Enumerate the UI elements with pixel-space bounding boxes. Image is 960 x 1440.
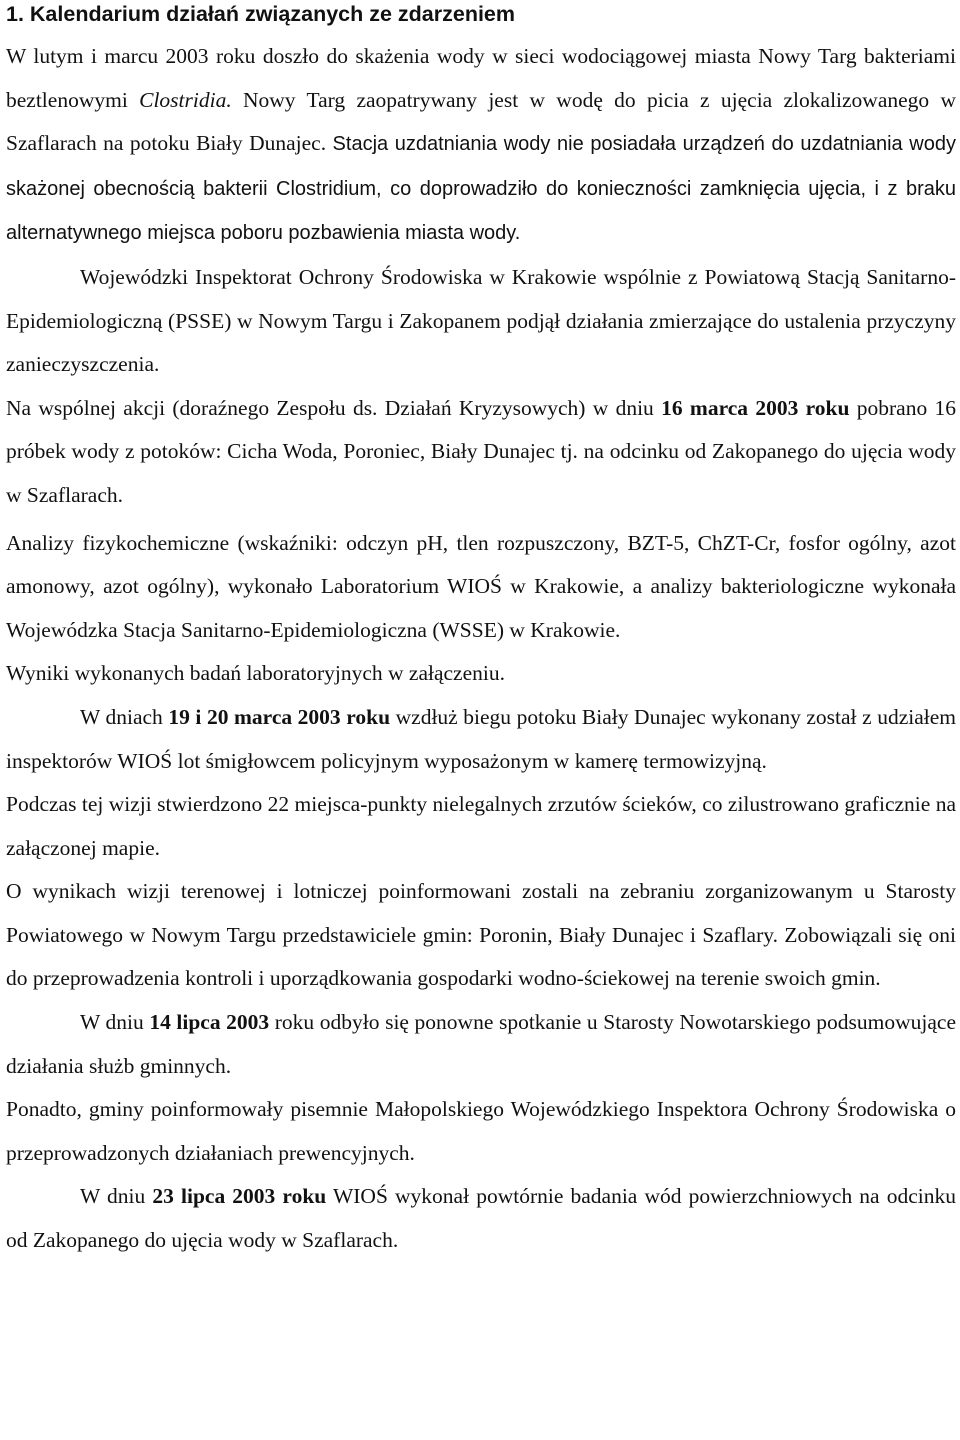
paragraph-meeting: O wynikach wizji terenowej i lotniczej poinformowani zostali na zebraniu zorganizowanym u Starosty Powiatowego w Nowym Targu przedstawiciele gmin: Poronin, Biały Dunajec i Szaflary. Zobowiązali się oni do przeprowadzenia kontroli i uporządkowania gospodarki wodno-ściekowej na terenie swoich gmin.: [6, 879, 956, 991]
section-heading: 1. Kalendarium działań związanych ze zdarzeniem: [6, 2, 515, 26]
paragraph-results: Wyniki wykonanych badań laboratoryjnych w załączeniu.: [6, 661, 505, 686]
date-highlight: 23 lipca 2003 roku: [152, 1184, 327, 1209]
text: Nowy Targ zaopatrywany jest w wodę do picia z ujęcia zlokalizowanego w Szaflarach na potoku Biały Dunajec.: [6, 87, 956, 156]
document-page: [6, 0, 956, 1263]
paragraph-flight: [6, 696, 956, 783]
date-highlight: 14 lipca 2003: [149, 1010, 270, 1035]
paragraph-municipalities: Ponadto, gminy poinformowały pisemnie Małopolskiego Wojewódzkiego Inspektora Ochrony Środowiska o przeprowadzonych działaniach prewencyjnych.: [6, 1097, 956, 1165]
date-highlight: 16 marca 2003 roku: [661, 395, 850, 420]
date-highlight: 19 i 20 marca 2003 roku: [168, 704, 391, 729]
paragraph-analyses: Analizy fizykochemiczne (wskaźniki: odczyn pH, tlen rozpuszczony, BZT-5, ChZT-Cr, fosfor ogólny, azot amonowy, azot ogólny), wykonało Laboratorium WIOŚ w Krakowie, a analizy bakteriologiczne wykonała Wojewódzka Stacja Sanitarno-Epidemiologiczna (WSSE) w Krakowie.: [6, 530, 956, 642]
text: Na wspólnej akcji (doraźnego Zespołu ds. Działań Kryzysowych) w dniu: [6, 395, 662, 420]
text: pobrano 16 próbek wody z potoków: Cicha Woda, Poroniec, Biały Dunajec tj. na odcinku od Zakopanego do ujęcia wody w Szaflarach.: [6, 395, 956, 507]
text: wzdłuż biegu potoku Biały Dunajec wykonany został z udziałem inspektorów WIOŚ lot śmigłowcem policyjnym wyposażonym w kamerę termowizyjną.: [6, 704, 957, 773]
text: roku odbyło się ponowne spotkanie u Starosty Nowotarskiego podsumowujące działania służb gminnych.: [6, 1010, 956, 1078]
text: W dniach: [80, 704, 169, 729]
text: WIOŚ wykonał powtórnie badania wód powierzchniowych na odcinku od Zakopanego do ujęcia wody w Szaflarach.: [6, 1184, 956, 1253]
paragraph-findings: Podczas tej wizji stwierdzono 22 miejsca-punkty nielegalnych zrzutów ścieków, co zilustrowano graficznie na załączonej mapie.: [6, 792, 956, 860]
paragraph-second-meeting: [6, 1001, 956, 1088]
paragraph-sampling: [6, 387, 956, 518]
paragraph-wios-action: Wojewódzki Inspektorat Ochrony Środowiska w Krakowie wspólnie z Powiatową Stacją Sanitarno-Epidemiologiczną (PSSE) w Nowym Targu i Zakopanem podjął działania zmierzające do ustalenia przyczyny zanieczyszczenia.: [6, 264, 956, 377]
paragraph-incident: [6, 35, 956, 256]
text: W dniu: [80, 1184, 153, 1209]
text: W lutym i marcu 2003 roku doszło do skażenia wody w sieci wodociągowej miasta Nowy Targ bakteriami beztlenowymi: [6, 44, 956, 112]
paragraph-retest: [6, 1175, 956, 1262]
species-name: Clostridia.: [139, 87, 232, 112]
text: W dniu: [80, 1010, 150, 1035]
text: Stacja uzdatniania wody nie posiadała urządzeń do uzdatniania wody skażonej obecnością bakterii Clostridium, co doprowadziło do konieczności zamknięcia ujęcia, i z braku alternatywnego miejsca poboru pozbawienia miasta wody.: [6, 133, 956, 245]
